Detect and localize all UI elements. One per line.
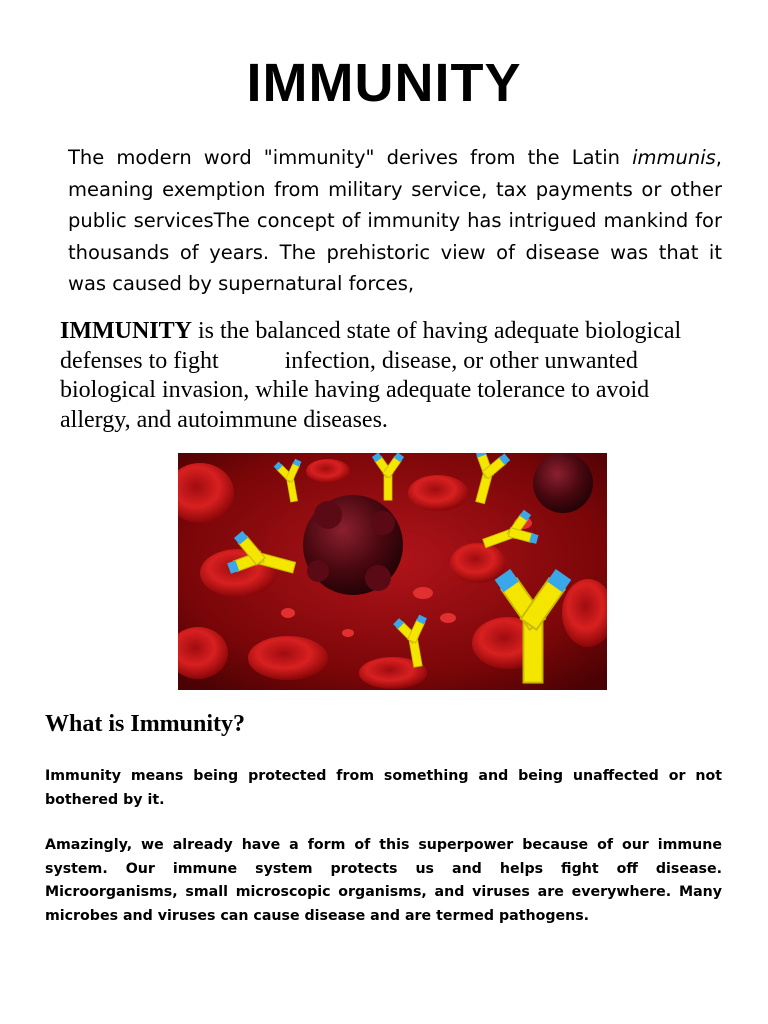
page-title: IMMUNITY <box>246 53 522 113</box>
immunity-illustration <box>178 453 607 690</box>
definition-lead: IMMUNITY <box>60 318 192 344</box>
section-paragraph-2: Amazingly, we already have a form of this superpower because of our immune system. Our immune system protects us and helps fight off disease. Microorganisms, small microscopic organisms, and viruses are everywhere. Many microbes and viruses can cause disease and are termed pathogens. <box>45 837 722 924</box>
definition-text-part2: infection, disease, or other unwanted biological invasion, while having adequate tolerance to avoid allergy, and autoimmune diseases. <box>60 347 650 433</box>
latin-term: immunis <box>632 146 716 169</box>
intro-text-before: The modern word "immunity" derives from the Latin <box>68 146 633 169</box>
definition-text-part1: is the balanced state of having adequate biological defenses to fight <box>60 318 682 374</box>
definition-paragraph <box>60 317 725 435</box>
section-heading: What is Immunity? <box>45 711 246 737</box>
intro-paragraph <box>68 142 722 300</box>
section-paragraph-1: Immunity means being protected from something and being unaffected or not bothered by it. <box>45 768 722 808</box>
intro-text-after: , meaning exemption from military service, tax payments or other public servicesThe concept of immunity has intrigued mankind for thousands of years. The prehistoric view of disease was that it was caused by supernatural forces, <box>68 146 722 295</box>
